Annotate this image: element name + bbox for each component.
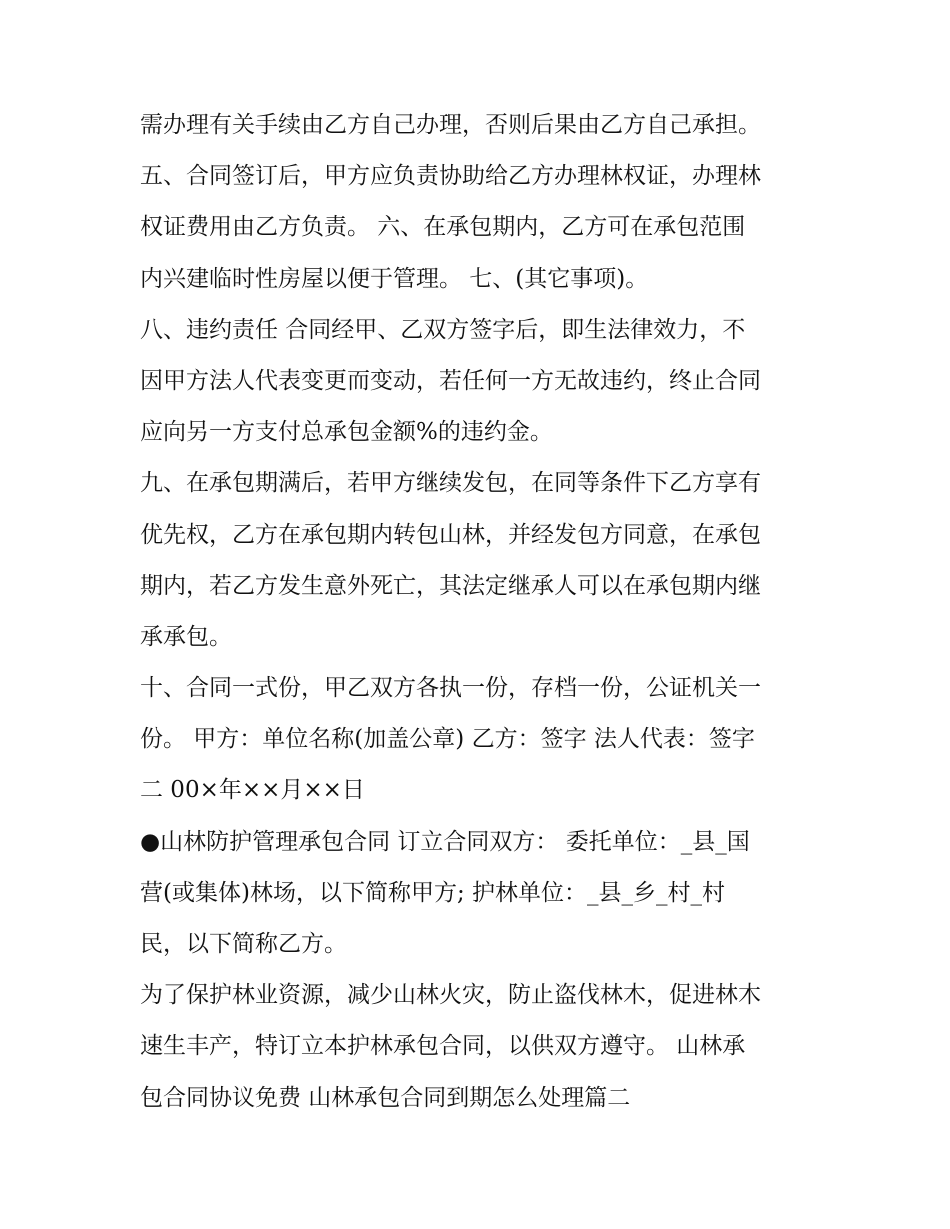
text-line: 份。 甲方：单位名称(加盖公章) 乙方：签字 法人代表：签字: [140, 726, 755, 753]
text-line: 九、在承包期满后，若甲方继续发包，在同等条件下乙方享有: [140, 470, 761, 497]
text-line: 为了保护林业资源，减少山林火灾，防止盗伐林木，促进林木: [140, 982, 761, 1009]
text-line: 优先权，乙方在承包期内转包山林，并经发包方同意，在承包: [140, 521, 761, 548]
text-line: 包合同协议免费 山林承包合同到期怎么处理篇二: [140, 1084, 631, 1111]
text-line: 速生丰产，特订立本护林承包合同，以供双方遵守。 山林承: [140, 1033, 746, 1060]
text-line: 权证费用由乙方负责。 六、在承包期内，乙方可在承包范围: [140, 214, 746, 241]
text-line: 应向另一方支付总承包金额%的违约金。: [140, 419, 553, 446]
text-line: ●山林防护管理承包合同 订立合同双方： 委托单位：_县_国: [140, 828, 750, 855]
text-line: 内兴建临时性房屋以便于管理。 七、(其它事项)。: [140, 265, 649, 292]
text-line: 期内，若乙方发生意外死亡，其法定继承人可以在承包期内继: [140, 572, 761, 599]
text-line: 十、合同一式份，甲乙双方各执一份，存档一份，公证机关一: [140, 675, 761, 702]
text-line: 二 00×年××月××日: [140, 777, 365, 804]
text-line: 因甲方法人代表变更而变动，若任何一方无故违约，终止合同: [140, 367, 761, 394]
text-line: 承承包。: [140, 623, 232, 650]
text-line: 五、合同签订后，甲方应负责协助给乙方办理林权证，办理林: [140, 163, 761, 190]
text-line: 需办理有关手续由乙方自己办理，否则后果由乙方自己承担。: [140, 112, 761, 138]
text-line: 八、违约责任 合同经甲、乙双方签字后，即生法律效力，不: [140, 316, 746, 343]
document-body: [140, 100, 820, 1124]
text-line: 民，以下简称乙方。: [140, 931, 347, 957]
text-line: 营(或集体)林场，以下简称甲方; 护林单位：_县_乡_村_村: [140, 879, 726, 906]
